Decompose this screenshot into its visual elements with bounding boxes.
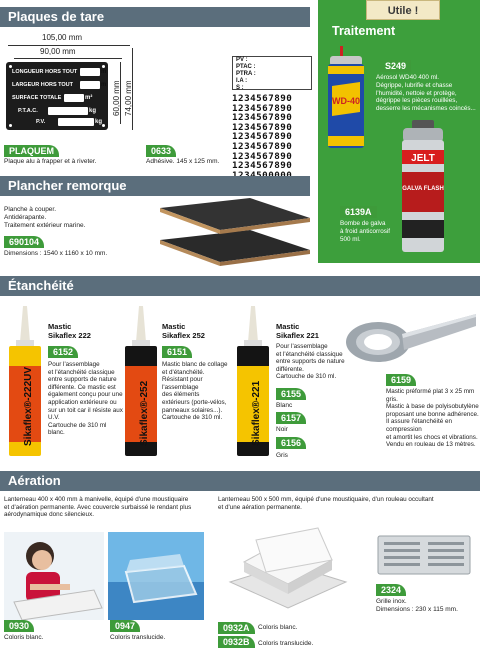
plate-unit: kg [89, 108, 97, 114]
label-noir: Noir [276, 426, 288, 433]
plate-box [80, 81, 100, 89]
desc-6139a: Bombe de galva à froid anticorrosif 500 ml. [340, 220, 391, 243]
jelt-can-image [398, 120, 448, 254]
plate-row-3: SURFACE TOTALE [12, 95, 62, 101]
plate-row-5: P.V. [36, 119, 46, 125]
plate-unit: m [101, 82, 107, 88]
code-6157: 6157 [276, 412, 306, 424]
section-header-plancher: Plancher remorque [0, 176, 310, 196]
plate-row-4: P.T.A.C. [18, 108, 38, 114]
rivet-hole [9, 65, 12, 68]
title-252: Mastic Sikaflex 252 [162, 322, 205, 340]
code-6152: 6152 [48, 346, 78, 358]
wd40-can-image [320, 46, 372, 150]
sikaflex-221-tube-image [232, 306, 276, 458]
label-0932a: Coloris blanc. [258, 624, 298, 631]
jelt-label: GALVA FLASH [402, 186, 444, 192]
desc-plaquem: Plaque alu à frapper et à riveter. [4, 158, 97, 165]
code-690104: 690104 [4, 236, 44, 248]
sikaflex-252-tube-image [120, 306, 164, 458]
lanterneau-woman-image [4, 532, 104, 620]
adhesive-ticket-image [232, 56, 312, 90]
desc-252: Mastic blanc de collage et d'étanchéité. Résistant pour l'assemblage des éléments extérieurs (porte-vélos, panneaux solaires...). Cartouche de 310 ml. [162, 361, 228, 422]
traitement-title: Traitement [332, 24, 396, 38]
ticket-row: I.A : [236, 78, 248, 84]
plate-unit: m² [85, 95, 93, 101]
grille-inox-image [376, 534, 472, 576]
plate-unit: m [101, 69, 107, 75]
plate-box [80, 68, 100, 76]
title-221: Mastic Sikaflex 221 [276, 322, 319, 340]
ticket-row: PTRA : [236, 71, 256, 77]
dims-plancher: Dimensions : 1540 x 1160 x 10 mm. [4, 250, 108, 257]
label-0932b: Coloris translucide. [258, 640, 314, 647]
lanterneau-translucide-image [108, 532, 204, 620]
plate-box [48, 107, 88, 115]
dim-line-90 [14, 58, 122, 59]
code-6139a: 6139A [340, 206, 377, 218]
rivet-hole [102, 124, 105, 127]
adhesive-numbers: 1234567890 1234567890 1234567890 1234567890 1234567890 1234567890 1234567890 1234567890 [232, 93, 293, 172]
plate-unit: kg [95, 119, 103, 125]
rivet-hole [9, 124, 12, 127]
label-0930: Coloris blanc. [4, 634, 44, 641]
dim-label-105: 105,00 mm [42, 33, 83, 42]
label-2324: Grille inox. Dimensions : 230 x 115 mm. [376, 598, 458, 613]
section-header-plaques: Plaques de tare [0, 7, 310, 27]
plate-box [58, 118, 94, 126]
lanterneau-500-image [222, 520, 352, 618]
desc-plancher: Planche à couper. Antidérapante. Traitement extérieur marine. [4, 206, 86, 229]
code-plaquem: PLAQUEM [4, 145, 59, 157]
section-header-aeration: Aération [0, 471, 480, 491]
code-6155: 6155 [276, 388, 306, 400]
desc-lanterneau-500: Lanterneau 500 x 500 mm, équipé d'une moustiquaire, d'un rouleau occultant et d'une aération permanente. [218, 496, 434, 511]
code-6151: 6151 [162, 346, 192, 358]
mastic-roll-image [342, 308, 478, 372]
sikaflex-222-tube-image [4, 306, 48, 458]
desc-221: Pour l'assemblage et l'étanchéité classique entre supports de nature différente. Cartouche de 310 ml. [276, 343, 345, 381]
code-0633: 0633 [146, 145, 176, 157]
label-0947: Coloris translucide. [110, 634, 166, 641]
code-6156: 6156 [276, 437, 306, 449]
label-blanc: Blanc [276, 402, 293, 409]
dim-line-105 [8, 45, 130, 46]
desc-lanterneau-400: Lanterneau 400 x 400 mm à manivelle, équipé d'une moustiquaire et d'aération permanente. Avec couvercle surbaissé le rendant plus aérodynamique donc silencieux. [4, 496, 192, 519]
dim-label-74: 74,00 mm [124, 80, 133, 116]
code-2324: 2324 [376, 584, 406, 596]
ticket-row: S : [236, 85, 244, 91]
dim-label-90: 90,00 mm [40, 47, 76, 56]
utile-badge: Utile ! [366, 0, 440, 20]
desc-6159: Mastic préformé plat 3 x 25 mm gris. Mastic à base de polyisobutylène proposant une bonne adhérence. Il assure l'étanchéité en compression et amortit les chocs et vibrations. Vendu en rouleau de 13 mètres. [386, 388, 479, 449]
tube-brand: Sikaflex®-221 [251, 380, 262, 446]
tare-plate-image [6, 62, 108, 130]
tube-brand: Sikaflex®-252 [139, 380, 150, 446]
label-gris: Gris [276, 452, 288, 459]
code-0947: 0947 [110, 620, 140, 632]
tube-brand: Sikaflex®-222UV [23, 366, 34, 446]
code-6159: 6159 [386, 374, 416, 386]
dim-label-60: 60,00 mm [112, 80, 121, 116]
desc-s249: Aérosol WD40 400 ml. Dégrippe, lubrifie et chasse l'humidité, nettoie et protège, dégrippe les pièces rouillées, desserre les mécanismes coincés... [376, 74, 476, 113]
desc-222: Pour l'assemblage et l'étanchéité classique entre supports de nature différente. Ce mastic est également conçu pour une application extérieure ou sur un toit car il résiste aux U.V. Cartouche de 310 ml blanc. [48, 361, 123, 437]
code-0932a: 0932A [218, 622, 255, 634]
ticket-row: PTAC : [236, 64, 256, 70]
title-222: Mastic Sikaflex 222 [48, 322, 91, 340]
desc-0633: Adhésive. 145 x 125 mm. [146, 158, 220, 165]
plancher-board-image [150, 196, 314, 276]
plate-row-2: LARGEUR HORS TOUT [12, 82, 74, 88]
plate-row-1: LONGUEUR HORS TOUT [12, 69, 78, 75]
plate-box [64, 94, 84, 102]
rivet-hole [102, 65, 105, 68]
code-0930: 0930 [4, 620, 34, 632]
section-header-etancheite: Étanchéité [0, 276, 480, 296]
code-0932b: 0932B [218, 636, 255, 648]
ticket-row: PV : [236, 57, 248, 63]
wd40-brand: WD-40 [331, 96, 361, 106]
jelt-brand: JELT [411, 153, 435, 164]
code-s249: S249 [380, 60, 411, 72]
